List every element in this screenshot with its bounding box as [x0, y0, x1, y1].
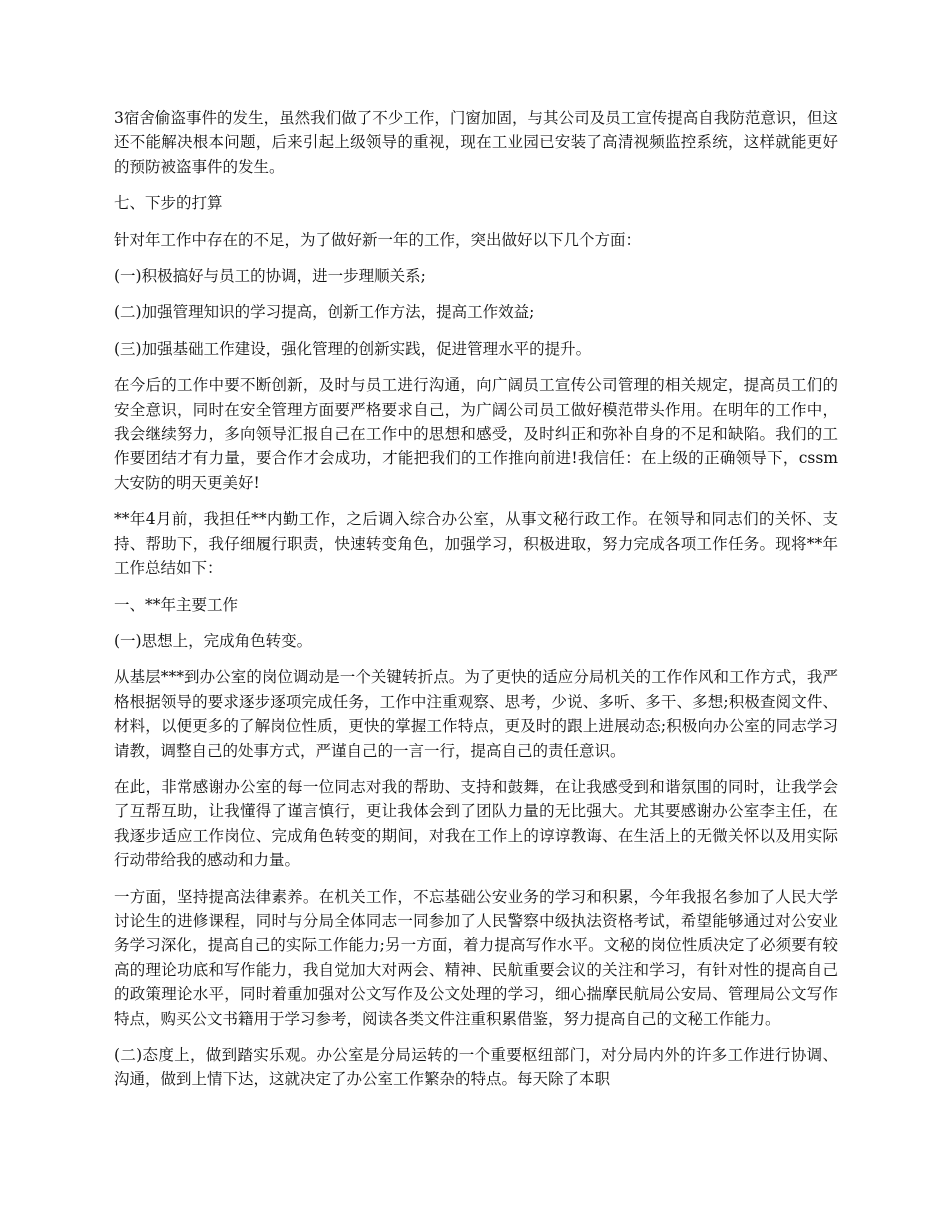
section-heading-next-steps: 七、下步的打算 [114, 194, 223, 213]
paragraph-12: 在此，非常感谢办公室的每一位同志对我的帮助、支持和鼓舞，在让我感受到和谐氛围的同时，让我学会了互帮互助，让我懂得了谨言慎行，更让我体会到了团队力量的无比强大。尤其要感谢办公室李主任，在我逐步适应工作岗位、完成角色转变的期间，对我在工作上的谆谆教诲、在生活上的无微关怀以及用实际行动带给我的感动和力量。 [114, 777, 838, 870]
list-item-1: (一)积极搞好与员工的协调，进一步理顺关系; [114, 267, 426, 286]
paragraph-13: 一方面，坚持提高法律素养。在机关工作，不忘基础公安业务的学习和积累，今年我报名参加了人民大学讨论生的进修课程，同时与分局全体同志一同参加了人民警察中级执法资格考试，希望能够通过对公安业务学习深化，提高自己的实际工作能力;另一方面，着力提高写作水平。文秘的岗位性质决定了必须要有较高的理论功底和写作能力，我自觉加大对两会、精神、民航重要会议的关注和学习，有针对性的提高自己的政策理论水平，同时着重加强对公文写作及公文处理的学习，细心揣摩民航局公安局、管理局公文写作特点，购买公文书籍用于学习参考，阅读各类文件注重积累借鉴，努力提高自己的文秘工作能力。 [114, 887, 838, 1028]
paragraph-8: **年4月前，我担任**内勤工作，之后调入综合办公室，从事文秘行政工作。在领导和同志们的关怀、支持、帮助下，我仔细履行职责，快速转变角色，加强学习，积极进取，努力完成各项工作任务。现将**年工作总结如下： [114, 510, 838, 578]
paragraph-11: 从基层***到办公室的岗位调动是一个关键转折点。为了更快的适应分局机关的工作作风和工作方式，我严格根据领导的要求逐步逐项完成任务，工作中注重观察、思考，少说、多听、多干、多想;积极查阅文件、材料，以便更多的了解岗位性质，更快的掌握工作特点，更及时的跟上进展动态;积极向办公室的同志学习请教，调整自己的处事方式，严谨自己的一言一行，提高自己的责任意识。 [114, 668, 838, 760]
section-heading-main-work: 一、**年主要工作 [114, 595, 239, 614]
paragraph-3: 针对年工作中存在的不足，为了做好新一年的工作，突出做好以下几个方面： [114, 230, 642, 249]
list-item-2: (二)加强管理知识的学习提高，创新工作方法，提高工作效益; [114, 303, 535, 322]
paragraph-7: 在今后的工作中要不断创新，及时与员工进行沟通，向广阔员工宣传公司管理的相关规定，提高员工们的安全意识，同时在安全管理方面要严格要求自己，为广阔公司员工做好模范带头作用。在明年的工作中，我会继续努力，多向领导汇报自己在工作中的思想和感受，及时纠正和弥补自身的不足和缺陷。我们的工作要团结才有力量，要合作才会成功，才能把我们的工作推向前进!我信任：在上级的正确领导下，cssm大安防的明天更美好! [114, 376, 838, 492]
list-item-3: (三)加强基础工作建设，强化管理的创新实践，促进管理水平的提升。 [114, 339, 592, 358]
paragraph-14: (二)态度上，做到踏实乐观。办公室是分局运转的一个重要枢纽部门，对分局内外的许多工作进行协调、沟通，做到上情下达，这就决定了办公室工作繁杂的特点。每天除了本职 [114, 1046, 838, 1089]
document-body [114, 106, 838, 1104]
paragraph-1: 3宿舍偷盗事件的发生，虽然我们做了不少工作，门窗加固，与其公司及员工宣传提高自我防范意识，但这还不能解决根本问题，后来引起上级领导的重视，现在工业园已安装了高清视频监控系统，这样就能更好的预防被盗事件的发生。 [114, 109, 838, 176]
subheading-thought: (一)思想上，完成角色转变。 [114, 631, 313, 650]
